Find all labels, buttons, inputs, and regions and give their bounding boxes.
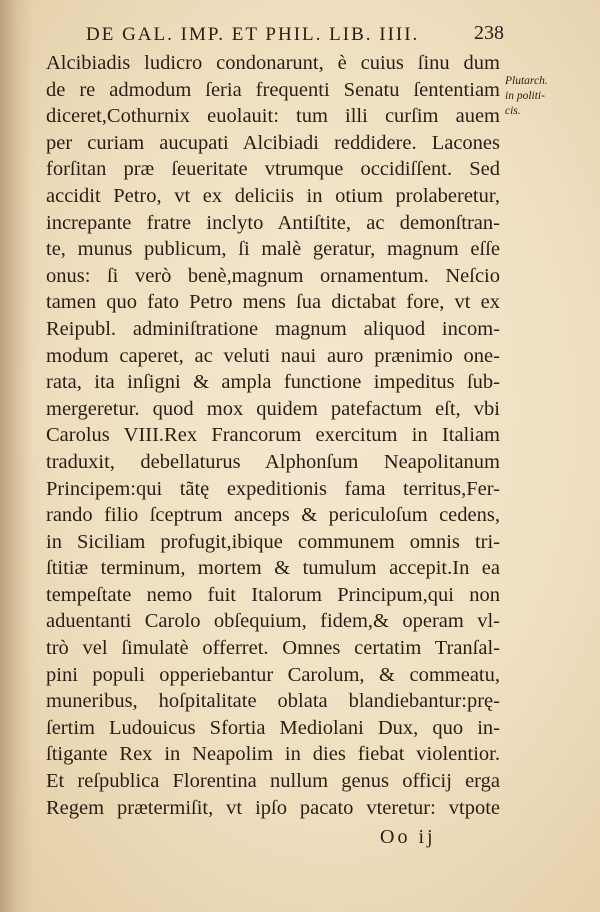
text-line: traduxit, debellaturus Alphonſum Neapolitanum	[46, 450, 500, 473]
text-line: diceret,Cothurnix euolauit: tum illi curſim auem	[46, 105, 500, 128]
text-line: in Siciliam profugit,ibique communem omnis tri-	[46, 530, 500, 553]
text-line: onus: ſi verò benè,magnum ornamentum. Neſcio	[46, 264, 500, 287]
text-line: Carolus VIII.Rex Francorum exercitum in Italiam	[46, 424, 500, 447]
text-line: tempeſtate nemo fuit Italorum Principum,qui non	[46, 583, 500, 606]
text-line: ſtitiæ terminum, mortem & tumulum accepit.In ea	[46, 557, 500, 580]
running-head: DE GAL. IMP. ET PHIL. LIB. IIII.	[86, 24, 420, 45]
marginal-note-line: cis.	[505, 105, 521, 117]
catchword-signature: Oo ij	[380, 826, 436, 848]
text-line: Regem prætermiſit, vt ipſo pacato vteretur: vtpote	[46, 796, 500, 819]
text-line: per curiam aucupati Alcibiadi reddidere. Lacones	[46, 131, 500, 154]
text-line: aduentanti Carolo obſequium, fidem,& operam vl-	[46, 610, 500, 633]
text-line: Principem:qui tãtę expeditionis fama territus,Fer-	[46, 477, 500, 500]
text-line: te, munus publicum, ſi malè geratur, magnum eſſe	[46, 238, 500, 261]
marginal-note	[505, 74, 565, 119]
page-number: 238	[474, 22, 504, 44]
text-line: ſertim Ludouicus Sfortia Mediolani Dux, quo in-	[46, 716, 500, 739]
text-line: pini populi opperiebantur Carolum, & commeatu,	[46, 663, 500, 686]
marginal-note-line: in politi-	[505, 90, 545, 102]
text-line: tamen quo fato Petro mens ſua dictabat fore, vt ex	[46, 291, 500, 314]
text-line: forſitan præ ſeueritate vtrumque occidiſſent. Sed	[46, 158, 500, 181]
text-line: rata, ita inſigni & ampla functione impeditus ſub-	[46, 371, 500, 394]
text-line: accidit Petro, vt ex deliciis in otium prolaberetur,	[46, 184, 500, 207]
text-line: Reipubl. adminiſtratione magnum aliquod incom-	[46, 317, 500, 340]
text-line: Et reſpublica Florentina nullum genus officij erga	[46, 770, 500, 793]
text-line: muneribus, hoſpitalitate oblata blandiebantur:prę-	[46, 690, 500, 713]
marginal-note-line: Plutarch.	[505, 75, 548, 87]
text-line: increpante fratre inclyto Antiſtite, ac demonſtran-	[46, 211, 500, 234]
text-line: Alcibiadis ludicro condonarunt, è cuius ſinu dum	[46, 52, 500, 74]
text-line: trò vel ſimulatè offerret. Omnes certatim Tranſal-	[46, 637, 500, 660]
page-gutter-shadow	[0, 0, 34, 912]
text-line: de re admodum ſeria frequenti Senatu ſententiam	[46, 78, 500, 101]
text-line: ſtigante Rex in Neapolim in dies fiebat violentior.	[46, 743, 500, 766]
text-line: mergeretur. quod mox quidem patefactum eſt, vbi	[46, 397, 500, 420]
text-line: rando filio ſceptrum anceps & periculoſum cedens,	[46, 504, 500, 527]
text-line: modum caperet, ac veluti naui auro prænimio one-	[46, 344, 500, 367]
body-text	[46, 50, 500, 821]
